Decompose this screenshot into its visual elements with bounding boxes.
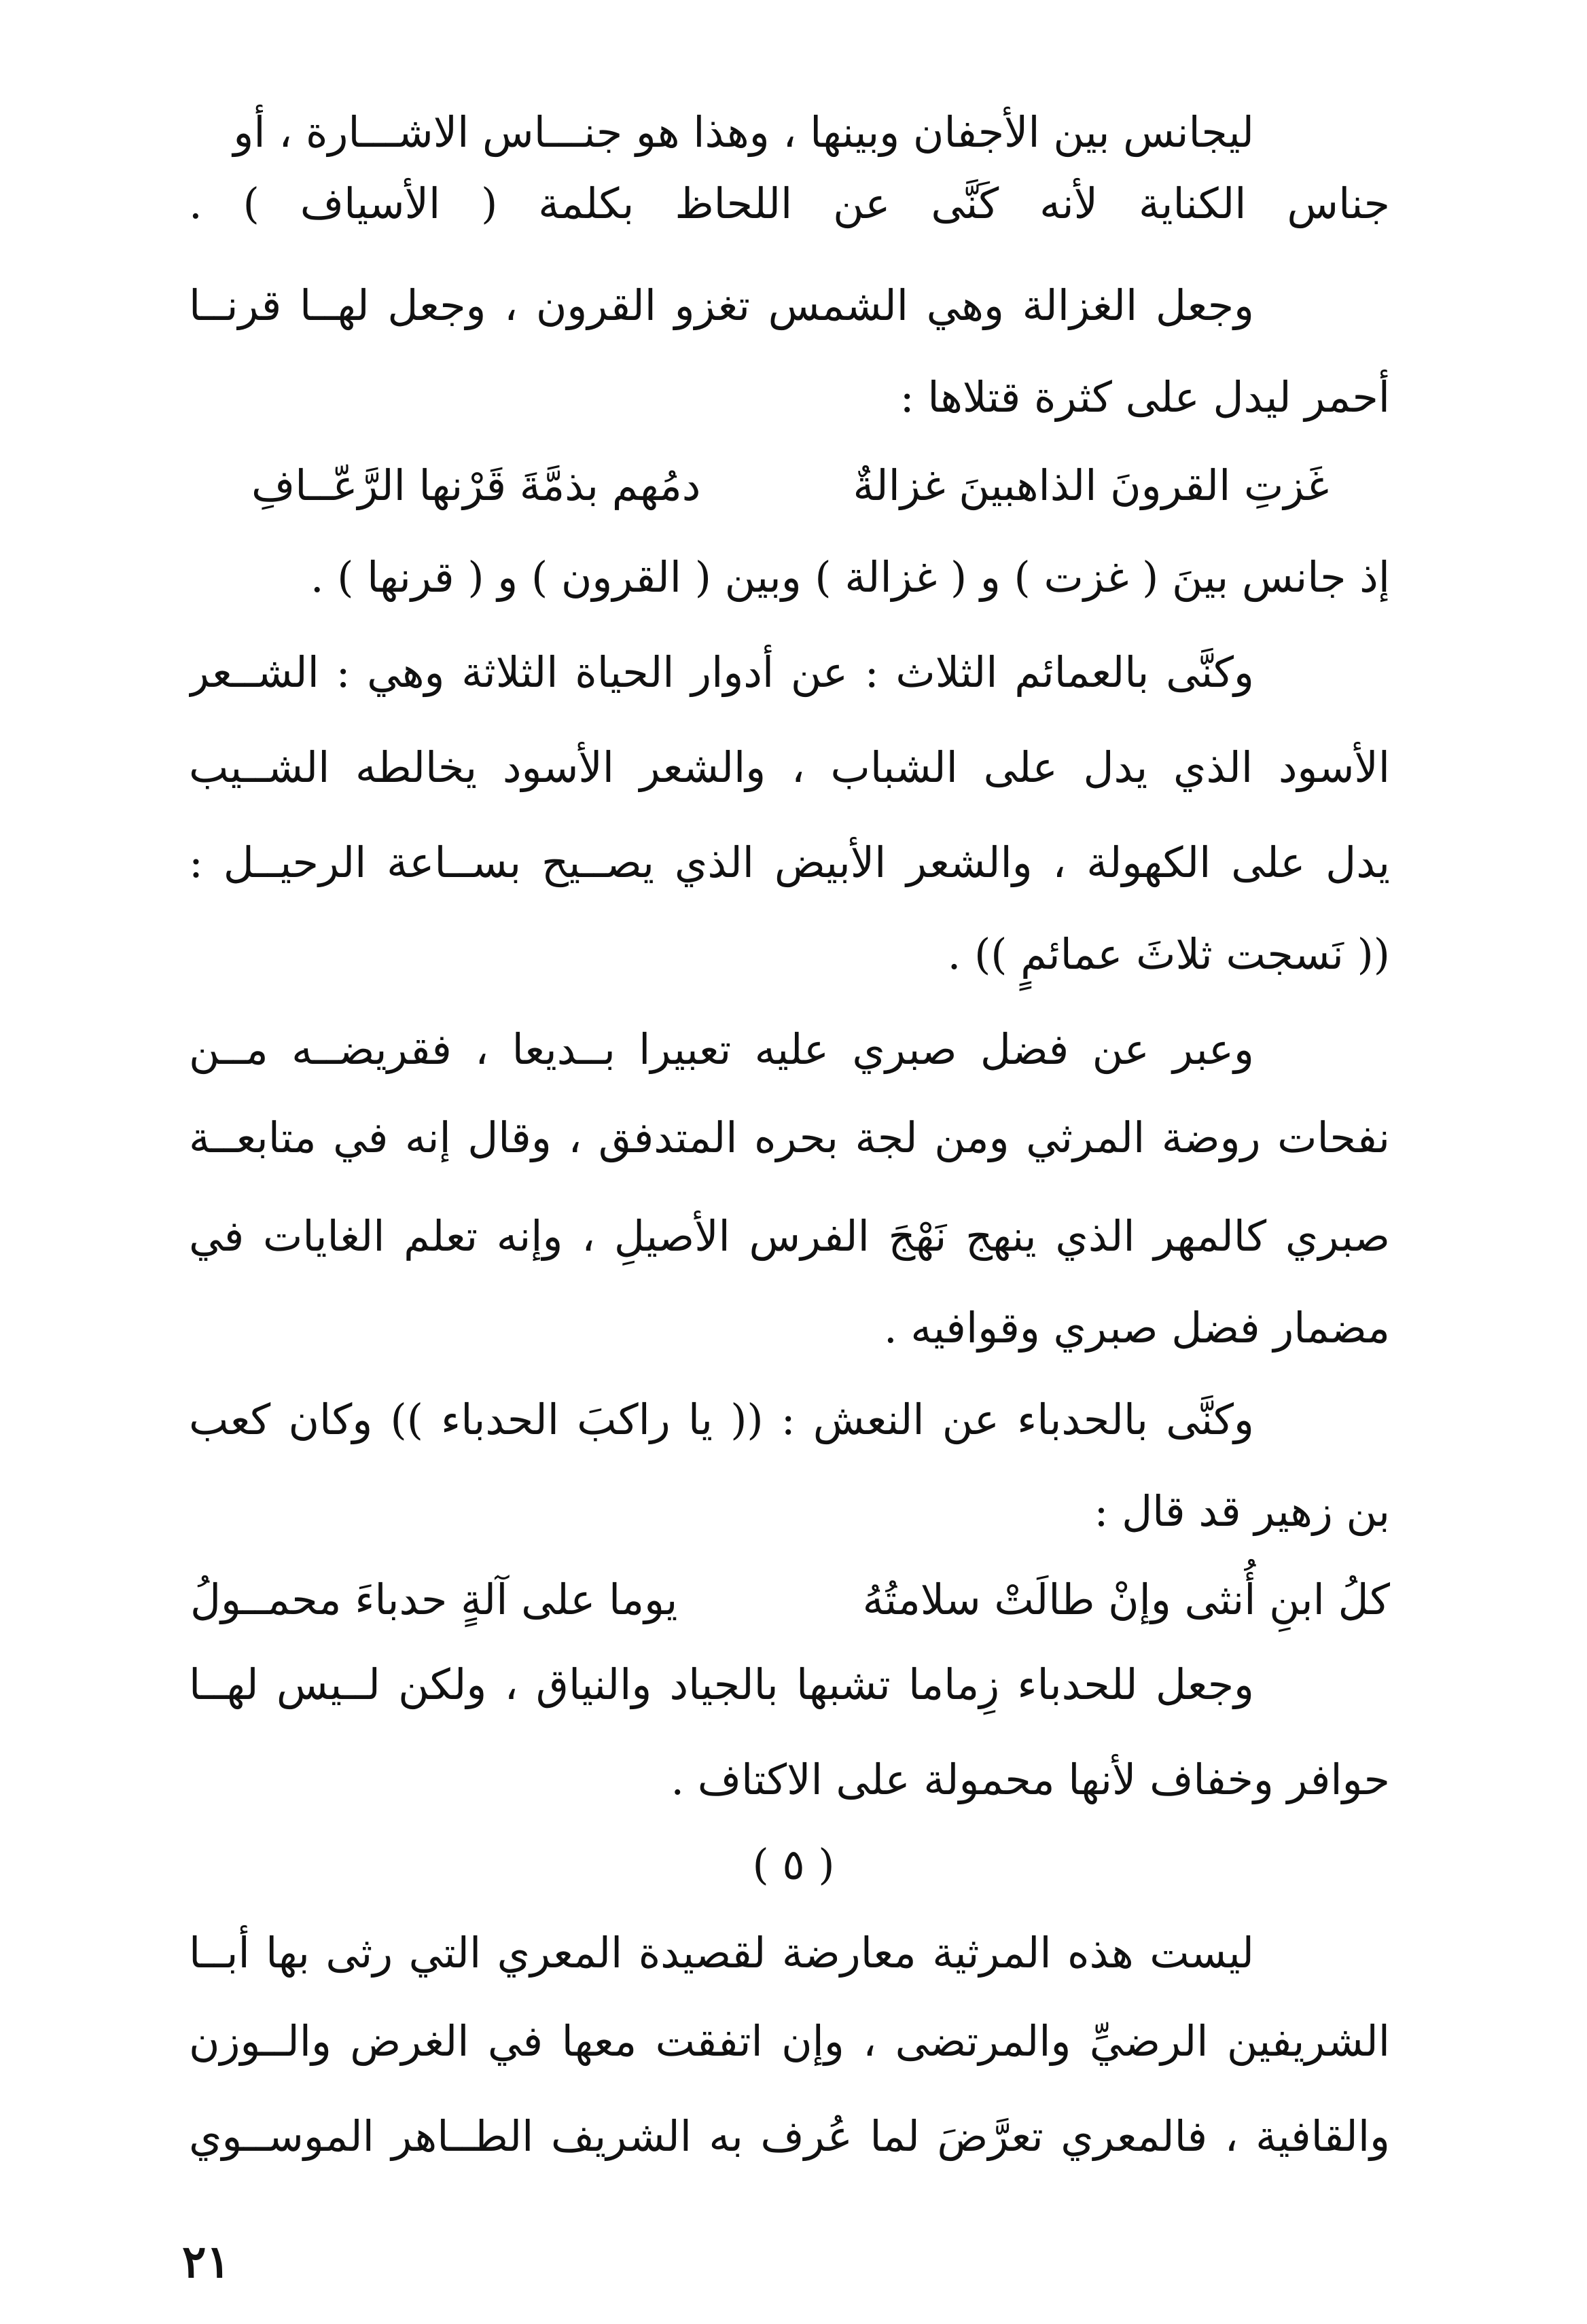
text-line: إذ جانس بينَ ( غزت ) و ( غزالة ) وبين ( القرون ) و ( قرنها ) .: [310, 552, 1390, 602]
verse-first-hemistich: غَزتِ القرونَ الذاهبينَ غزالةٌ: [853, 461, 1329, 510]
text-line: أحمر ليدل على كثرة قتلاها :: [899, 372, 1390, 422]
text-line: الشريفين الرضيِّ والمرتضى ، وإن اتفقت معها في الغرض والــوزن: [189, 2016, 1390, 2066]
section-marker: ( ٥ ): [752, 1840, 835, 1889]
text-line: نفحات روضة المرثي ومن لجة بحره المتدفق ، وقال إنه في متابعــة: [189, 1113, 1390, 1162]
text-line: ليجانس بين الأجفان وبينها ، وهذا هو جنـــاس الاشـــارة ، أو: [233, 107, 1254, 157]
page-number: ٢١: [182, 2235, 230, 2288]
text-line: مضمار فضل صبري وقوافيه .: [883, 1303, 1390, 1353]
text-line: حوافر وخفاف لأنها محمولة على الاكتاف .: [671, 1755, 1390, 1804]
text-line: وعبر عن فضل صبري عليه تعبيرا بــديعا ، فقريضــه مــن: [189, 1024, 1254, 1074]
verse-second-hemistich: دمُهم بذمَّةَ قَرْنها الرَّعّــافِ: [251, 461, 701, 510]
text-line: وجعل الغزالة وهي الشمس تغزو القرون ، وجعل لهــا قرنــا: [189, 281, 1254, 330]
text-line: (( نَسجت ثلاثَ عمائمٍ )) .: [947, 929, 1390, 979]
text-line: جناس الكناية لأنه كَنَّى عن اللحاظ بكلمة ( الأسياف ) .: [189, 179, 1390, 228]
text-line: يدل على الكهولة ، والشعر الأبيض الذي يصــيح بســاعة الرحيــل :: [189, 838, 1390, 887]
verse-second-hemistich: يوما على آلةٍ حدباءَ محمــولُ: [190, 1575, 678, 1624]
text-line: ليست هذه المرثية معارضة لقصيدة المعري التي رثى بها أبــا: [189, 1928, 1254, 1978]
text-line: والقافية ، فالمعري تعرَّضَ لما عُرف به الشريف الطــاهر الموســوي: [189, 2111, 1390, 2161]
text-line: وكنَّى بالحدباء عن النعش : (( يا راكبَ الحدباء )) وكان كعب: [189, 1395, 1254, 1444]
text-line: وكنَّى بالعمائم الثلاث : عن أدوار الحياة الثلاثة وهي : الشــعر: [189, 647, 1254, 697]
text-line: بن زهير قد قال :: [1094, 1486, 1390, 1536]
verse-first-hemistich: كلُ ابنِ أُنثى وإنْ طالَتْ سلامتُهُ: [862, 1575, 1390, 1624]
text-line: صبري كالمهر الذي ينهج نَهْجَ الفرس الأصيلِ ، وإنه تعلم الغايات في: [189, 1211, 1390, 1261]
text-line: وجعل للحدباء زِماما تشبها بالجياد والنياق ، ولكن لــيس لهــا: [189, 1660, 1254, 1709]
text-line: الأسود الذي يدل على الشباب ، والشعر الأسود يخالطه الشــيب: [189, 743, 1390, 792]
